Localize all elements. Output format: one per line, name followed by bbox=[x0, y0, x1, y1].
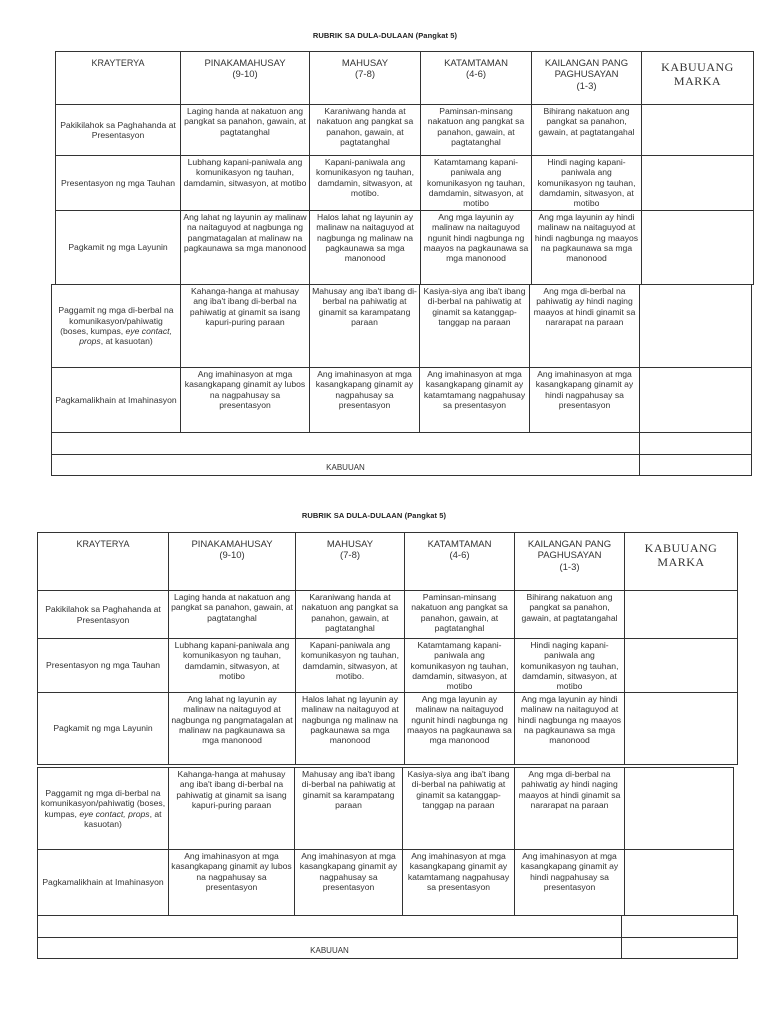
score-cell: Hindi naging kapani-paniwala ang komunikasyon ng tauhan, damdamin, sitwasyon, at motibo bbox=[514, 638, 625, 693]
score-cell: Kasiya-siya ang iba't ibang di-berbal na pahiwatig at ginamit sa katanggap-tanggap na paraan bbox=[402, 767, 515, 850]
marka-cell[interactable] bbox=[641, 155, 754, 211]
score-cell: Ang mga di-berbal na pahiwatig ay hindi naging maayos at hindi ginamit sa nararapat na paraan bbox=[529, 284, 640, 368]
score-cell: Ang mga layunin ay hindi malinaw na naitaguyod at hindi nagbunga ng maayos na pagkaunawa sa mga manonood bbox=[514, 692, 625, 765]
criterion-pagkamit: Pagkamit ng mga Layunin bbox=[37, 692, 169, 765]
score-cell: Laging handa at nakatuon ang pangkat sa panahon, gawain, at pagtatanghal bbox=[180, 104, 310, 156]
criterion-pagkamalikhain: Pagkamalikhain at Imahinasyon bbox=[37, 849, 169, 916]
marka-cell[interactable] bbox=[624, 849, 734, 916]
score-cell: Karaniwang handa at nakatuon ang pangkat sa panahon, gawain, at pagtatanghal bbox=[295, 590, 405, 639]
criterion-pakikilahok: Pakikilahok sa Paghahanda at Presentasyon bbox=[37, 590, 169, 639]
score-cell: Halos lahat ng layunin ay malinaw na naitaguyod at nagbunga ng malinaw na pagkaunawa sa mga manonood bbox=[309, 210, 421, 285]
header-kailangan: KAILANGAN PANG PAGHUSAYAN (1-3) bbox=[531, 51, 642, 105]
marka-cell[interactable] bbox=[624, 767, 734, 850]
criterion-presentasyon: Presentasyon ng mga Tauhan bbox=[37, 638, 169, 693]
criterion-presentasyon: Presentasyon ng mga Tauhan bbox=[55, 155, 181, 211]
score-cell: Hindi naging kapani-paniwala ang komunikasyon ng tauhan, damdamin, sitwasyon, at motibo bbox=[531, 155, 642, 211]
score-cell: Laging handa at nakatuon ang pangkat sa panahon, gawain, at pagtatanghal bbox=[168, 590, 296, 639]
rubric-title: RUBRIK SA DULA-DULAAN (Pangkat 5) bbox=[301, 511, 447, 520]
kabuuan-marka-cell[interactable] bbox=[621, 937, 738, 959]
marka-cell[interactable] bbox=[621, 915, 738, 938]
header-katamtaman: KATAMTAMAN (4-6) bbox=[404, 532, 515, 591]
header-pinakamahusay: PINAKAMAHUSAY (9-10) bbox=[168, 532, 296, 591]
marka-cell[interactable] bbox=[641, 104, 754, 156]
score-cell: Kapani-paniwala ang komunikasyon ng tauhan, damdamin, sitwasyon, at motibo. bbox=[295, 638, 405, 693]
marka-cell[interactable] bbox=[639, 432, 752, 455]
kabuuan-label: KABUUAN bbox=[37, 937, 622, 959]
score-cell: Kasiya-siya ang iba't ibang di-berbal na pahiwatig at ginamit sa katanggap-tanggap na paraan bbox=[419, 284, 530, 368]
header-mahusay: MAHUSAY (7-8) bbox=[295, 532, 405, 591]
score-cell: Ang imahinasyon at mga kasangkapang ginamit ay katamtamang nagpahusay sa presentasyon bbox=[419, 367, 530, 433]
score-cell: Bihirang nakatuon ang pangkat sa panahon, gawain, at pagtatangahal bbox=[514, 590, 625, 639]
score-cell: Lubhang kapani-paniwala ang komunikasyon ng tauhan, damdamin, sitwasyon, at motibo bbox=[180, 155, 310, 211]
score-cell: Bihirang nakatuon ang pangkat sa panahon, gawain, at pagtatangahal bbox=[531, 104, 642, 156]
blank-row bbox=[37, 915, 622, 938]
score-cell: Ang lahat ng layunin ay malinaw na naitaguyod at nagbunga ng pangmatagalan at malinaw na pagkaunawa sa mga manonood bbox=[180, 210, 310, 285]
marka-cell[interactable] bbox=[639, 284, 752, 368]
marka-cell[interactable] bbox=[624, 638, 738, 693]
header-krayterya: KRAYTERYA bbox=[55, 51, 181, 105]
score-cell: Kapani-paniwala ang komunikasyon ng tauhan, damdamin, sitwasyon, at motibo. bbox=[309, 155, 421, 211]
score-cell: Ang mga di-berbal na pahiwatig ay hindi naging maayos at hindi ginamit sa nararapat na paraan bbox=[514, 767, 625, 850]
criterion-paggamit: Paggamit ng mga di-berbal na komunikasyon/pahiwatig (boses, kumpas, eye contact, props, at kasuotan) bbox=[51, 284, 181, 368]
score-cell: Paminsan-minsang nakatuon ang pangkat sa panahon, gawain, at pagtatanghal bbox=[420, 104, 532, 156]
score-cell: Ang imahinasyon at mga kasangkapang ginamit ay hindi nagpahusay sa presentasyon bbox=[514, 849, 625, 916]
score-cell: Ang lahat ng layunin ay malinaw na naitaguyod at nagbunga ng pangmatagalan at malinaw na pagkaunawa sa mga manonood bbox=[168, 692, 296, 765]
header-pinakamahusay: PINAKAMAHUSAY (9-10) bbox=[180, 51, 310, 105]
score-cell: Katamtamang kapani-paniwala ang komunikasyon ng tauhan, damdamin, sitwasyon, at motibo bbox=[404, 638, 515, 693]
marka-cell[interactable] bbox=[639, 367, 752, 433]
marka-cell[interactable] bbox=[624, 590, 738, 639]
score-cell: Ang imahinasyon at mga kasangkapang ginamit ay nagpahusay sa presentasyon bbox=[309, 367, 420, 433]
header-mahusay: MAHUSAY (7-8) bbox=[309, 51, 421, 105]
score-cell: Mahusay ang iba't ibang di-berbal na pahiwatig at ginamit sa karampatang paraan bbox=[309, 284, 420, 368]
criterion-pakikilahok: Pakikilahok sa Paghahanda at Presentasyon bbox=[55, 104, 181, 156]
score-cell: Kahanga-hanga at mahusay ang iba't ibang di-berbal na pahiwatig at ginamit sa isang kapuri-puring paraan bbox=[168, 767, 295, 850]
score-cell: Karaniwang handa at nakatuon ang pangkat sa panahon, gawain, at pagtatanghal bbox=[309, 104, 421, 156]
kabuuan-marka-cell[interactable] bbox=[639, 454, 752, 476]
score-cell: Ang mga layunin ay malinaw na naitaguyod ngunit hindi nagbunga ng maayos na pagkaunawa sa mga manonood bbox=[404, 692, 515, 765]
score-cell: Ang imahinasyon at mga kasangkapang ginamit ay nagpahusay sa presentasyon bbox=[294, 849, 403, 916]
marka-cell[interactable] bbox=[624, 692, 738, 765]
score-cell: Katamtamang kapani-paniwala ang komunikasyon ng tauhan, damdamin, sitwasyon, at motibo bbox=[420, 155, 532, 211]
criterion-pagkamit: Pagkamit ng mga Layunin bbox=[55, 210, 181, 285]
header-kailangan: KAILANGAN PANG PAGHUSAYAN (1-3) bbox=[514, 532, 625, 591]
header-krayterya: KRAYTERYA bbox=[37, 532, 169, 591]
kabuuan-label: KABUUAN bbox=[51, 454, 640, 476]
score-cell: Halos lahat ng layunin ay malinaw na naitaguyod at nagbunga ng malinaw na pagkaunawa sa mga manonood bbox=[295, 692, 405, 765]
score-cell: Ang imahinasyon at mga kasangkapang ginamit ay katamtamang nagpahusay sa presentasyon bbox=[402, 849, 515, 916]
rubric-title: RUBRIK SA DULA-DULAAN (Pangkat 5) bbox=[312, 31, 458, 40]
criterion-paggamit: Paggamit ng mga di-berbal na komunikasyon/pahiwatig (boses, kumpas, eye contact, props, at kasuotan) bbox=[37, 767, 169, 850]
score-cell: Ang mga layunin ay hindi malinaw na naitaguyod at hindi nagbunga ng maayos na pagkaunawa sa mga manonood bbox=[531, 210, 642, 285]
header-kabuuang-marka: KABUUANG MARKA bbox=[641, 51, 754, 105]
score-cell: Ang imahinasyon at mga kasangkapang ginamit ay lubos na nagpahusay sa presentasyon bbox=[180, 367, 310, 433]
score-cell: Kahanga-hanga at mahusay ang iba't ibang di-berbal na pahiwatig at ginamit sa isang kapuri-puring paraan bbox=[180, 284, 310, 368]
score-cell: Ang mga layunin ay malinaw na naitaguyod ngunit hindi nagbunga ng maayos na pagkaunawa sa mga manonood bbox=[420, 210, 532, 285]
score-cell: Ang imahinasyon at mga kasangkapang ginamit ay lubos na nagpahusay sa presentasyon bbox=[168, 849, 295, 916]
header-kabuuang-marka: KABUUANG MARKA bbox=[624, 532, 738, 591]
criterion-pagkamalikhain: Pagkamalikhain at Imahinasyon bbox=[51, 367, 181, 433]
score-cell: Paminsan-minsang nakatuon ang pangkat sa panahon, gawain, at pagtatanghal bbox=[404, 590, 515, 639]
blank-row bbox=[51, 432, 640, 455]
header-katamtaman: KATAMTAMAN (4-6) bbox=[420, 51, 532, 105]
score-cell: Lubhang kapani-paniwala ang komunikasyon ng tauhan, damdamin, sitwasyon, at motibo bbox=[168, 638, 296, 693]
score-cell: Mahusay ang iba't ibang di-berbal na pahiwatig at ginamit sa karampatang paraan bbox=[294, 767, 403, 850]
marka-cell[interactable] bbox=[641, 210, 754, 285]
score-cell: Ang imahinasyon at mga kasangkapang ginamit ay hindi nagpahusay sa presentasyon bbox=[529, 367, 640, 433]
